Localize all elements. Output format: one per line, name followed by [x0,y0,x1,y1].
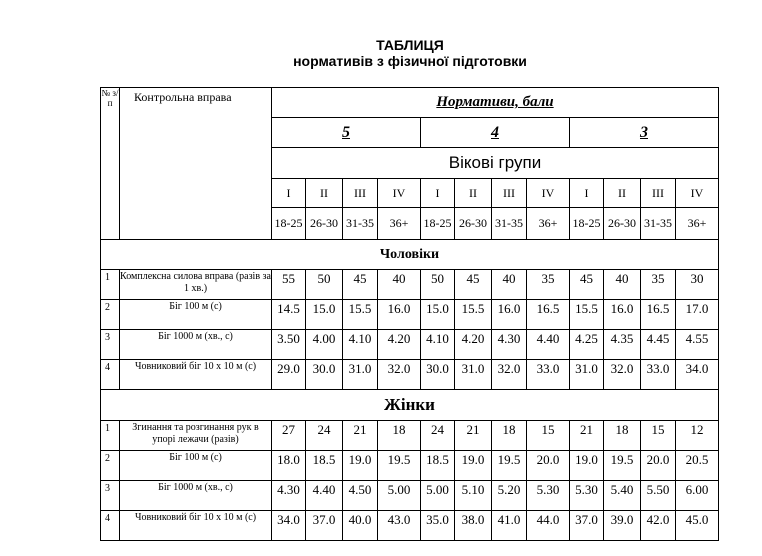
header-grade-5: 5 [272,118,421,148]
row-value: 45 [343,270,378,300]
header-age-roman: IV [378,179,421,208]
row-value: 40.0 [343,511,378,541]
row-value: 31.0 [455,360,492,390]
row-value: 42.0 [641,511,676,541]
row-value: 35 [527,270,570,300]
row-exercise: Біг 100 м (с) [120,451,272,481]
header-age-range: 31-35 [343,208,378,240]
row-value: 4.10 [421,330,455,360]
row-value: 32.0 [492,360,527,390]
row-number: 2 [101,451,120,481]
row-value: 33.0 [527,360,570,390]
row-exercise: Біг 1000 м (хв., с) [120,481,272,511]
title-line-2: нормативів з фізичної підготовки [293,53,527,69]
row-number: 4 [101,511,120,541]
row-exercise: Згинання та розгинання рук в упорі лежачи (разів) [120,421,272,451]
row-value: 19.0 [343,451,378,481]
section-title: Жінки [101,390,719,421]
header-age-range: 18-25 [421,208,455,240]
norms-table [100,87,719,541]
row-value: 12 [676,421,719,451]
row-exercise: Човниковий біг 10 х 10 м (с) [120,511,272,541]
header-age-range: 26-30 [604,208,641,240]
row-value: 5.00 [378,481,421,511]
table-row [101,270,719,300]
row-value: 18.5 [306,451,343,481]
row-value: 18.0 [272,451,306,481]
row-value: 20.0 [527,451,570,481]
header-norms: Нормативи, бали [272,88,719,118]
header-num: № з/п [101,88,120,240]
row-value: 3.50 [272,330,306,360]
row-value: 37.0 [570,511,604,541]
row-value: 29.0 [272,360,306,390]
row-value: 16.5 [527,300,570,330]
header-age-roman: IV [676,179,719,208]
row-value: 6.00 [676,481,719,511]
section-title: Чоловіки [101,240,719,270]
row-value: 50 [306,270,343,300]
header-age-roman: III [641,179,676,208]
header-age-range: 36+ [676,208,719,240]
row-value: 37.0 [306,511,343,541]
row-value: 34.0 [272,511,306,541]
row-value: 45 [455,270,492,300]
header-age-range: 26-30 [455,208,492,240]
row-value: 43.0 [378,511,421,541]
header-age-roman: IV [527,179,570,208]
row-value: 16.0 [492,300,527,330]
row-value: 5.00 [421,481,455,511]
table-row [101,421,719,451]
row-number: 3 [101,481,120,511]
table-row [101,481,719,511]
table-row [101,451,719,481]
row-value: 19.5 [378,451,421,481]
row-value: 18 [378,421,421,451]
row-value: 35.0 [421,511,455,541]
row-value: 31.0 [570,360,604,390]
table-row [101,300,719,330]
row-value: 4.20 [455,330,492,360]
row-value: 39.0 [604,511,641,541]
table-row [101,330,719,360]
header-grade-4: 4 [421,118,570,148]
row-exercise: Біг 1000 м (хв., с) [120,330,272,360]
row-value: 24 [421,421,455,451]
row-value: 24 [306,421,343,451]
row-value: 15 [641,421,676,451]
title-line-1: ТАБЛИЦЯ [376,37,444,53]
row-value: 4.25 [570,330,604,360]
header-age-roman: I [272,179,306,208]
row-value: 33.0 [641,360,676,390]
row-value: 41.0 [492,511,527,541]
row-number: 1 [101,270,120,300]
row-value: 32.0 [604,360,641,390]
header-age-groups: Вікові групи [272,148,719,179]
header-age-range: 18-25 [272,208,306,240]
header-age-range: 31-35 [641,208,676,240]
row-number: 4 [101,360,120,390]
row-value: 4.20 [378,330,421,360]
row-value: 35 [641,270,676,300]
row-value: 14.5 [272,300,306,330]
row-value: 27 [272,421,306,451]
row-value: 19.0 [570,451,604,481]
row-value: 4.55 [676,330,719,360]
row-value: 15.0 [306,300,343,330]
row-value: 4.40 [527,330,570,360]
row-value: 4.30 [492,330,527,360]
row-value: 5.20 [492,481,527,511]
row-value: 40 [604,270,641,300]
row-value: 20.5 [676,451,719,481]
document-title [0,37,762,69]
header-age-range: 31-35 [492,208,527,240]
row-value: 16.0 [378,300,421,330]
header-grade-3: 3 [570,118,719,148]
row-number: 2 [101,300,120,330]
row-value: 30 [676,270,719,300]
row-value: 19.5 [604,451,641,481]
row-value: 21 [343,421,378,451]
row-value: 30.0 [306,360,343,390]
row-value: 44.0 [527,511,570,541]
header-age-roman: II [455,179,492,208]
row-value: 45 [570,270,604,300]
row-exercise: Комплексна силова вправа (разів за 1 хв.) [120,270,272,300]
row-value: 50 [421,270,455,300]
row-value: 5.40 [604,481,641,511]
row-value: 30.0 [421,360,455,390]
row-value: 16.5 [641,300,676,330]
row-value: 18 [604,421,641,451]
header-age-roman: I [421,179,455,208]
row-value: 38.0 [455,511,492,541]
header-age-roman: III [492,179,527,208]
row-value: 40 [492,270,527,300]
header-age-roman: II [604,179,641,208]
row-value: 4.45 [641,330,676,360]
row-value: 5.10 [455,481,492,511]
row-number: 1 [101,421,120,451]
row-value: 5.30 [527,481,570,511]
row-value: 5.30 [570,481,604,511]
row-value: 19.0 [455,451,492,481]
row-value: 4.00 [306,330,343,360]
row-value: 31.0 [343,360,378,390]
row-value: 15.5 [570,300,604,330]
row-value: 40 [378,270,421,300]
row-value: 21 [455,421,492,451]
header-age-roman: II [306,179,343,208]
row-number: 3 [101,330,120,360]
header-age-range: 36+ [527,208,570,240]
row-value: 15.5 [343,300,378,330]
row-value: 5.50 [641,481,676,511]
header-age-range: 26-30 [306,208,343,240]
header-age-roman: III [343,179,378,208]
row-value: 4.40 [306,481,343,511]
row-exercise: Човниковий біг 10 х 10 м (с) [120,360,272,390]
row-value: 15.5 [455,300,492,330]
header-age-range: 36+ [378,208,421,240]
row-value: 4.35 [604,330,641,360]
row-value: 20.0 [641,451,676,481]
row-value: 16.0 [604,300,641,330]
row-value: 4.30 [272,481,306,511]
row-value: 15.0 [421,300,455,330]
row-value: 17.0 [676,300,719,330]
row-value: 21 [570,421,604,451]
header-exercise: Контрольна вправа [120,88,272,240]
table-row [101,360,719,390]
row-value: 19.5 [492,451,527,481]
row-value: 34.0 [676,360,719,390]
row-value: 4.50 [343,481,378,511]
row-value: 32.0 [378,360,421,390]
row-value: 4.10 [343,330,378,360]
row-value: 45.0 [676,511,719,541]
table-row [101,511,719,541]
row-value: 55 [272,270,306,300]
row-value: 18 [492,421,527,451]
row-value: 18.5 [421,451,455,481]
row-value: 15 [527,421,570,451]
header-age-range: 18-25 [570,208,604,240]
row-exercise: Біг 100 м (с) [120,300,272,330]
header-age-roman: I [570,179,604,208]
